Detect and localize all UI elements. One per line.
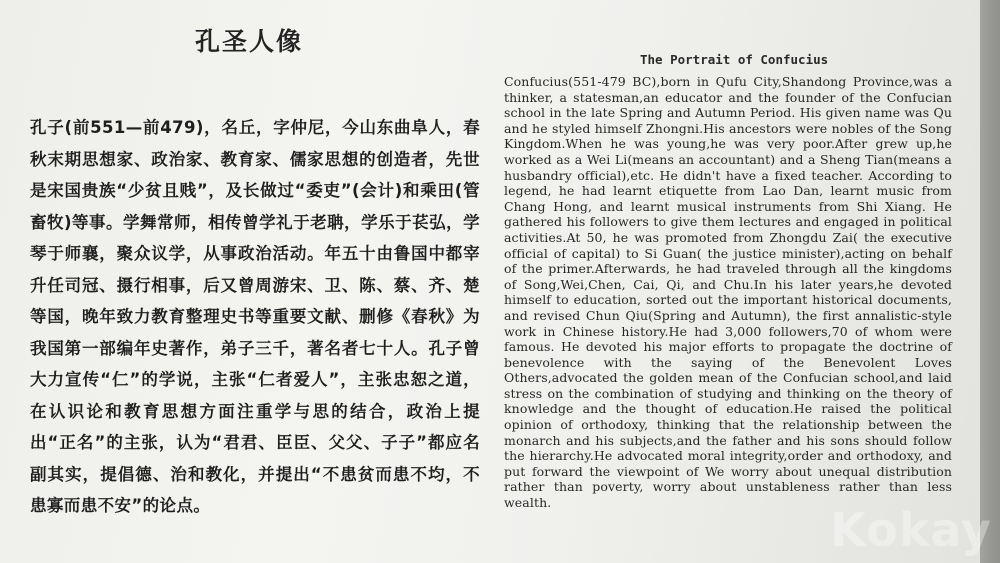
english-body-text: Confucius(551-479 BC),born in Qufu City,Shandong Province,was a thinker, a statesman,an educator and the founder of the Confucian school in the late Spring and Autumn Period. His given name was Qu and he styled himself Zhongni.His ancestors were nobles of the Song Kingdom.When he was young,he was very poor.After grew up,he worked as a Wei Li(means an accountant) and a Sheng Tian(means a husbandry official),etc. He didn't have a fixed teacher. According to legend, he had learnt etiquette from Lao Dan, learnt music from Chang Hong, and learnt musical instruments from Shi Xiang. He gathered his followers to give them lectures and engaged in political activities.At 50, he was promoted from Zhongdu Zai( the executive official of capital) to Si Guan( the justice minister),acting on behalf of the primer.Afterwards, he had traveled through all the kingdoms of Song,Wei,Chen, Cai, Qi, and Chu.In his later years,he devoted himself to education, sorted out the important historical documents, and revised Chun Qiu(Spring and Autumn), the first annalistic-style work in Chinese history.He had 3,000 followers,70 of whom were famous. He devoted his major efforts to propagate the doctrine of benevolence with the saying of the Benevolent Loves Others,advocated the golden mean of the Confucian school,and laid stress on the combination of studying and thinking on the theory of knowledge and the thought of education.He raised the political opinion of orthodoxy, thinking that the relationship between the monarch and his subjects,and the father and his sons should follow the hierarchy.He advocated moral integrity,order and orthodoxy, and put forward the viewpoint of We worry about unequal distribution rather than poverty, worry about unstableness rather than less wealth. — [504, 74, 952, 511]
watermark: Kokay — [830, 503, 992, 557]
chinese-body-text: 孔子(前551—前479)，名丘，字仲尼，今山东曲阜人，春秋末期思想家、政治家、教育家、儒家思想的创造者，先世是宋国贵族“少贫且贱”，及长做过“委吏”(会计)和乘田(管畜牧)等事。学舞常师，相传曾学礼于老聃，学乐于苌弘，学琴于师襄，聚众议学，从事政治活动。年五十由鲁国中都宰升任司冠、摄行相事，后又曾周游宋、卫、陈、蔡、齐、楚等国，晚年致力教育整理史书等重要文献、删修《春秋》为我国第一部编年史著作，弟子三千，著名者七十人。孔子曾大力宣传“仁”的学说，主张“仁者爱人”，主张忠恕之道，在认识论和教育思想方面注重学与思的结合，政治上提出“正名”的主张，认为“君君、臣臣、父父、子子”都应名副其实，提倡德、治和教化，并提出“不患贫而患不均，不患寡而患不安”的论点。 — [30, 118, 480, 515]
chinese-title: 孔圣人像 — [195, 27, 304, 56]
english-title: The Portrait of Confucius — [640, 52, 829, 67]
board-edge — [980, 0, 1000, 563]
